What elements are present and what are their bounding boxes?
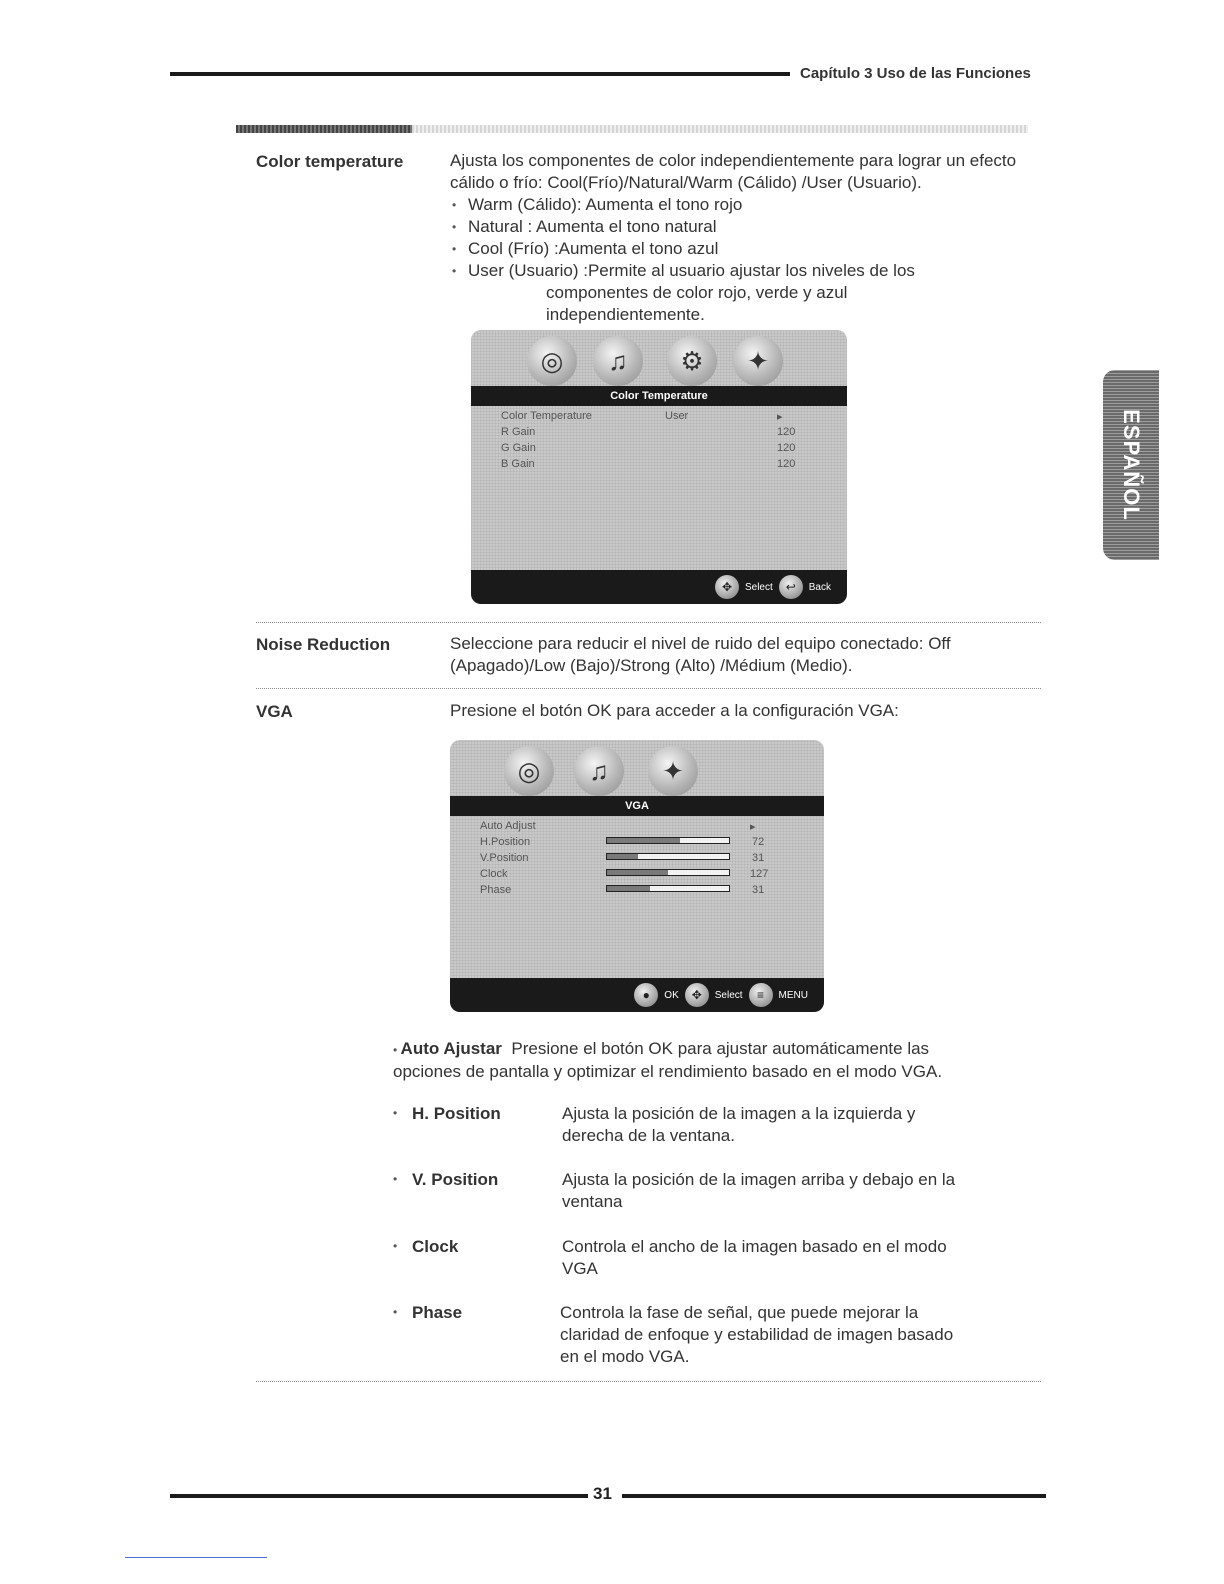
menu-button-icon: ≡ bbox=[749, 983, 773, 1007]
auto-adjust-term: Auto Ajustar bbox=[400, 1039, 502, 1058]
menu-title: Color Temperature bbox=[471, 386, 847, 406]
menu-row-label: G Gain bbox=[501, 442, 536, 454]
select-button-icon: ✥ bbox=[715, 575, 739, 599]
phase-term: Phase bbox=[412, 1303, 463, 1322]
color-temperature-list bbox=[450, 194, 1040, 326]
menu-footer bbox=[471, 570, 847, 604]
section-bar-light bbox=[412, 125, 1028, 133]
vga-text: Presione el botón OK para acceder a la configuración VGA: bbox=[450, 701, 899, 720]
menu-row-label: R Gain bbox=[501, 426, 536, 438]
ok-label: OK bbox=[664, 989, 679, 1001]
menu-row-value: 127 bbox=[750, 868, 769, 880]
menu-row-value: 120 bbox=[777, 426, 796, 438]
color-temperature-menu-screenshot bbox=[471, 330, 847, 604]
audio-icon: ♫ bbox=[574, 746, 624, 796]
menu-row-label: V.Position bbox=[480, 852, 529, 864]
clock-bar-fill bbox=[607, 870, 668, 875]
menu-row-value-arrow: ▸ bbox=[777, 411, 783, 423]
auto-adjust-paragraph bbox=[393, 1038, 1033, 1083]
bullet-user: • User (Usuario) :Permite al usuario ajustar los niveles de los bbox=[450, 260, 1040, 282]
phase-bar bbox=[606, 885, 730, 892]
v-position-line-1: Ajusta la posición de la imagen arriba y debajo en la bbox=[562, 1170, 956, 1189]
ok-button-icon: ● bbox=[634, 983, 658, 1007]
vga-item-bullet: • bbox=[393, 1172, 398, 1186]
back-label: Back bbox=[808, 581, 831, 593]
vga-item-bullet: • bbox=[393, 1305, 398, 1319]
menu-title: VGA bbox=[450, 796, 824, 816]
select-button-icon: ✥ bbox=[685, 983, 709, 1007]
picture-icon: ◎ bbox=[527, 336, 577, 386]
menu-row-value: 120 bbox=[777, 458, 796, 470]
picture-icon: ◎ bbox=[504, 746, 554, 796]
language-side-tab-label: ESPAÑOL bbox=[1119, 409, 1144, 521]
menu-row-label: B Gain bbox=[501, 458, 535, 470]
vga-item-bullet: • bbox=[393, 1106, 398, 1120]
menu-row-ok-icon: ▸ bbox=[750, 821, 756, 833]
menu-row-value: 31 bbox=[752, 884, 765, 896]
blue-underline bbox=[125, 1557, 267, 1558]
v-position-desc bbox=[562, 1169, 1002, 1213]
menu-row-value: 72 bbox=[752, 836, 765, 848]
menu-row-label: H.Position bbox=[480, 836, 531, 848]
phase-desc bbox=[560, 1302, 1010, 1368]
clock-term: Clock bbox=[412, 1237, 459, 1256]
bullet-cool: • Cool (Frío) :Aumenta el tono azul bbox=[450, 238, 1040, 260]
back-button-icon: ↩ bbox=[779, 575, 803, 599]
vga-menu-screenshot bbox=[450, 740, 824, 1012]
clock-bar bbox=[606, 869, 730, 876]
channel-icon: ✦ bbox=[648, 746, 698, 796]
vga-term: VGA bbox=[256, 702, 293, 721]
h-position-desc bbox=[562, 1103, 1002, 1147]
bullet-dot: • bbox=[393, 1043, 401, 1057]
h-position-bar-fill bbox=[607, 838, 680, 843]
noise-reduction-text: Seleccione para reducir el nivel de ruido del equipo conectado: Off (Apagado)/Low (Bajo)/Strong (Alto) /Médium (Medio). bbox=[450, 634, 951, 675]
menu-icon-row bbox=[450, 740, 824, 796]
v-position-bar bbox=[606, 853, 730, 860]
color-temperature-intro: Ajusta los componentes de color independientemente para lograr un efecto cálido o frío: Cool(Frío)/Natural/Warm (Cálido) /User (Usuario). bbox=[450, 151, 1017, 192]
clock-desc bbox=[562, 1236, 1002, 1280]
bullet-user-cont-2: independientemente. bbox=[546, 305, 705, 324]
phase-line-2: claridad de enfoque y estabilidad de imagen basado bbox=[560, 1325, 954, 1344]
menu-row-label: Clock bbox=[480, 868, 508, 880]
noise-reduction-term: Noise Reduction bbox=[256, 635, 391, 654]
divider bbox=[256, 688, 1041, 689]
setup-icon: ⚙ bbox=[667, 336, 717, 386]
menu-row-mid: User bbox=[665, 410, 689, 422]
bullet-user-cont-1: componentes de color rojo, verde y azul bbox=[546, 283, 848, 302]
clock-line-2: VGA bbox=[562, 1259, 598, 1278]
language-side-tab bbox=[1103, 370, 1159, 560]
section-bar-dark bbox=[236, 125, 412, 133]
h-position-term: H. Position bbox=[412, 1104, 501, 1123]
menu-icon-row bbox=[471, 330, 847, 386]
footer-rule-left bbox=[170, 1494, 588, 1498]
color-temperature-term: Color temperature bbox=[256, 152, 404, 171]
phase-line-3: en el modo VGA. bbox=[560, 1347, 690, 1366]
v-position-term: V. Position bbox=[412, 1170, 499, 1189]
menu-row-value: 31 bbox=[752, 852, 765, 864]
auto-adjust-text: Presione el botón OK para ajustar automáticamente las bbox=[511, 1039, 930, 1058]
menu-row-value: 120 bbox=[777, 442, 796, 454]
phase-line-1: Controla la fase de señal, que puede mejorar la bbox=[560, 1303, 919, 1322]
chapter-title: Capítulo 3 Uso de las Funciones bbox=[800, 65, 1031, 82]
v-position-bar-fill bbox=[607, 854, 638, 859]
h-position-line-1: Ajusta la posición de la imagen a la izquierda y bbox=[562, 1104, 916, 1123]
menu-row-label: Auto Adjust bbox=[480, 820, 536, 832]
header-rule bbox=[170, 72, 790, 76]
menu-label: MENU bbox=[778, 989, 808, 1001]
page-number: 31 bbox=[593, 1484, 612, 1503]
bullet-natural: • Natural : Aumenta el tono natural bbox=[450, 216, 1040, 238]
menu-footer bbox=[450, 978, 824, 1012]
menu-row-label: Color Temperature bbox=[501, 410, 592, 422]
menu-row-label: Phase bbox=[480, 884, 512, 896]
clock-line-1: Controla el ancho de la imagen basado en el modo bbox=[562, 1237, 947, 1256]
divider bbox=[256, 622, 1041, 623]
h-position-bar bbox=[606, 837, 730, 844]
vga-item-bullet: • bbox=[393, 1239, 398, 1253]
select-label: Select bbox=[714, 989, 743, 1001]
footer-rule-right bbox=[622, 1494, 1046, 1498]
h-position-line-2: derecha de la ventana. bbox=[562, 1126, 735, 1145]
divider bbox=[256, 1381, 1041, 1382]
select-label: Select bbox=[744, 581, 773, 593]
phase-bar-fill bbox=[607, 886, 650, 891]
audio-icon: ♫ bbox=[593, 336, 643, 386]
v-position-line-2: ventana bbox=[562, 1192, 623, 1211]
auto-adjust-text-cont: opciones de pantalla y optimizar el rendimiento basado en el modo VGA. bbox=[393, 1062, 943, 1081]
channel-icon: ✦ bbox=[733, 336, 783, 386]
bullet-warm: • Warm (Cálido): Aumenta el tono rojo bbox=[450, 194, 1040, 216]
